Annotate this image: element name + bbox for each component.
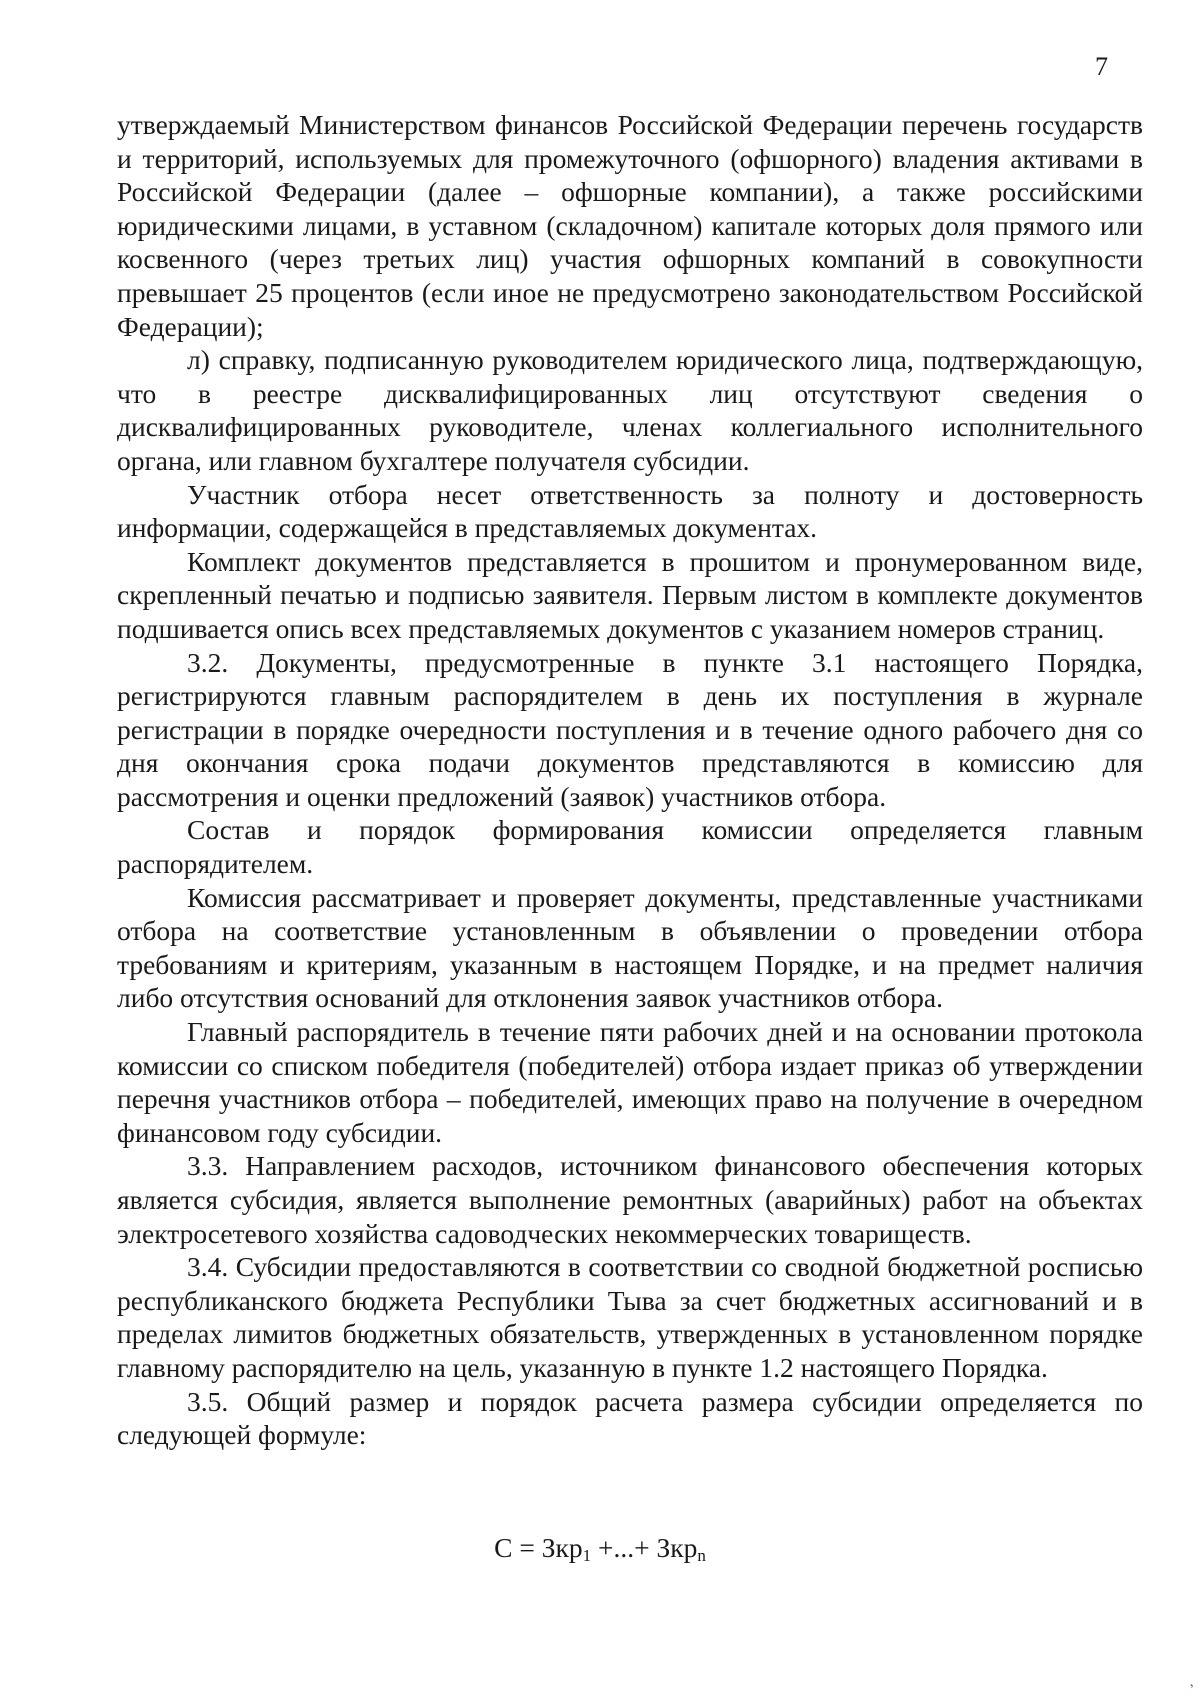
scan-artifact-mark: , — [1185, 1674, 1195, 1691]
subsidy-formula — [0, 1531, 1200, 1565]
body-text — [117, 108, 1143, 1452]
paragraph-responsibility: Участник отбора несет ответственность за полноту и достоверность информации, содержащейся в представляемых документах. — [117, 478, 1143, 544]
paragraph-commission-review: Комиссия рассматривает и проверяет документы, представленные участниками отбора на соответствие установленным в объявлении о проведении отбора требованиям и критериям, указанным в настоящем Порядке, и на предмет наличия либо отсутствия оснований для отклонения заявок участников отбора. — [117, 881, 1143, 1014]
formula-subscript-n: n — [697, 1546, 706, 1565]
formula-subscript-1: 1 — [582, 1546, 592, 1565]
paragraph-item-l: л) справку, подписанную руководителем юридического лица, подтверждающую, что в реестре дисквалифицированных лиц отсутствуют сведения о дисквалифицированных руководителе, членах коллегиального исполнительного органа, или главном бухгалтере получателя субсидии. — [117, 344, 1143, 476]
formula-lhs: С = Зкр — [494, 1532, 583, 1563]
paragraph-order-issuance: Главный распорядитель в течение пяти рабочих дней и на основании протокола комиссии со списком победителя (победителей) отбора издает приказ об утверждении перечня участников отбора – победителей, имеющих право на получение в очередном финансовом году субсидии. — [117, 1016, 1143, 1148]
paragraph-document-set: Комплект документов представляется в прошитом и пронумерованном виде, скрепленный печатью и подписью заявителя. Первым листом в комплекте документов подшивается опись всех представляемых документов с указанием номеров страниц. — [117, 545, 1143, 644]
paragraph-3-2: 3.2. Документы, предусмотренные в пункте 3.1 настоящего Порядка, регистрируются главным распорядителем в день их поступления в журнале регистрации в порядке очередности поступления и в течение одного рабочего дня со дня окончания срока подачи документов представляются в комиссию для рассмотрения и оценки предложений (заявок) участников отбора. — [117, 646, 1143, 812]
paragraph-3-4: 3.4. Субсидии предоставляются в соответствии со сводной бюджетной росписью республиканского бюджета Республики Тыва за счет бюджетных ассигнований и в пределах лимитов бюджетных обязательств, утвержденных в установленном порядке главному распорядителю на цель, указанную в пункте 1.2 настоящего Порядка. — [117, 1251, 1143, 1383]
paragraph-3-3: 3.3. Направлением расходов, источником финансового обеспечения которых является субсидия, является выполнение ремонтных (аварийных) работ на объектах электросетевого хозяйства садоводческих некоммерческих товариществ. — [117, 1150, 1143, 1249]
paragraph-offshore-continuation: утверждаемый Министерством финансов Российской Федерации перечень государств и территорий, используемых для промежуточного (офшорного) владения активами в Российской Федерации (далее – офшорные компании), а также российскими юридическими лицами, в уставном (складочном) капитале которых доля прямого или косвенного (через третьих лиц) участия офшорных компаний в совокупности превышает 25 процентов (если иное не предусмотрено законодательством Российской Федерации); — [117, 109, 1143, 342]
paragraph-commission-composition: Состав и порядок формирования комиссии определяется главным распорядителем. — [117, 814, 1143, 880]
formula-middle: +...+ Зкр — [591, 1532, 698, 1563]
paragraph-3-5: 3.5. Общий размер и порядок расчета размера субсидии определяется по следующей формуле: — [117, 1385, 1143, 1451]
page-number: 7 — [1095, 52, 1108, 81]
